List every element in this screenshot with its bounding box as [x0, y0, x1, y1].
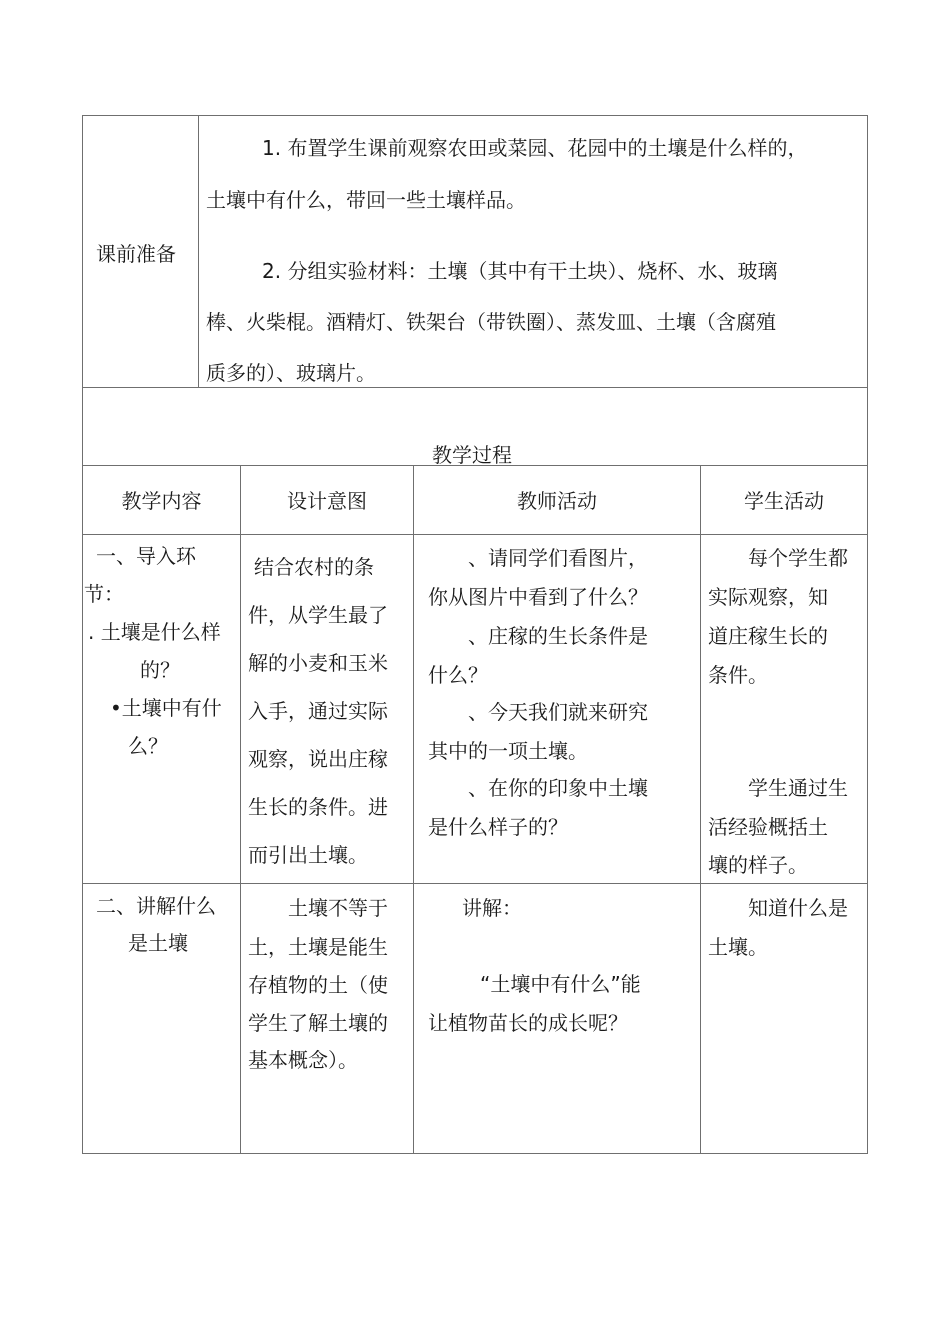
row1-teacher-line: 你从图片中看到了什么？: [428, 585, 648, 609]
process-title: 教学过程: [432, 443, 512, 467]
row2-intent-line: 学生了解土壤的: [248, 1011, 388, 1035]
prep-item-1-line-2: 土壤中有什么，带回一些土壤样品。: [206, 188, 526, 212]
row1-content-line: . 土壤是什么样: [88, 620, 221, 644]
row1-content-line: 么？: [128, 734, 168, 758]
prep-item-2-line-1: 2. 分组实验材料：土壤（其中有干土块）、烧杯、水、玻璃: [262, 259, 778, 283]
row1-content-line: 一、导入环: [96, 544, 196, 568]
row1-teacher-line: 、在你的印象中土壤: [468, 776, 648, 800]
row2-student-line: 土壤。: [708, 935, 768, 959]
row1-intent-line: 结合农村的条: [254, 555, 374, 579]
row1-intent-line: 观察，说出庄稼: [248, 747, 388, 771]
row1-content-line: •土壤中有什: [110, 696, 222, 720]
row2-intent-line: 基本概念）。: [248, 1048, 358, 1072]
row1-student-line: 实际观察，知: [708, 585, 828, 609]
row1-intent-line: 件，从学生最了: [248, 603, 388, 627]
row2-intent-line: 土，土壤是能生: [248, 935, 388, 959]
prep-item-2-line-3: 质多的）、玻璃片。: [206, 361, 376, 385]
row2-intent-line: 存植物的土（使: [248, 973, 388, 997]
row2-teacher-line: 讲解：: [462, 896, 522, 920]
row1-intent-line: 入手，通过实际: [248, 699, 388, 723]
header-student: 学生活动: [744, 489, 824, 513]
row1-intent-line: 生长的条件。进: [248, 795, 388, 819]
row1-teacher-line: 、庄稼的生长条件是: [468, 624, 648, 648]
row2-teacher-line: “土壤中有什么”能: [480, 972, 641, 996]
row2-student-line: 知道什么是: [748, 896, 848, 920]
row2-intent-line: 土壤不等于: [288, 896, 388, 920]
row1-student-line: 活经验概括土: [708, 815, 828, 839]
row1-student-line: 壤的样子。: [708, 853, 808, 877]
header-intent: 设计意图: [287, 489, 367, 513]
row1-teacher-line: 其中的一项土壤。: [428, 739, 588, 763]
header-content: 教学内容: [121, 489, 202, 513]
row2-content-line: 二、讲解什么: [96, 894, 216, 918]
row1-content-line: 的？: [140, 658, 180, 682]
prep-item-2-line-2: 棒、火柴棍。酒精灯、铁架台（带铁圈）、蒸发皿、土壤（含腐殖: [206, 310, 776, 334]
row1-teacher-line: 什么？: [428, 663, 488, 687]
row2-content-line: 是土壤: [128, 931, 188, 955]
row1-content-line: 节：: [84, 582, 124, 606]
row2-teacher-line: 让植物苗长的成长呢？: [428, 1011, 628, 1035]
row1-intent-line: 而引出土壤。: [248, 843, 368, 867]
prep-item-1-line-1: 1. 布置学生课前观察农田或菜园、花园中的土壤是什么样的，: [262, 136, 808, 160]
row1-student-line: 条件。: [708, 663, 768, 687]
prep-label: 课前准备: [96, 242, 176, 266]
row1-student-line: 道庄稼生长的: [708, 624, 828, 648]
row1-intent-line: 解的小麦和玉米: [248, 651, 388, 675]
row1-student-line: 每个学生都: [748, 546, 848, 570]
header-teacher: 教师活动: [517, 489, 597, 513]
row1-student-line: 学生通过生: [748, 776, 848, 800]
row1-teacher-line: 、请同学们看图片，: [468, 546, 648, 570]
row1-teacher-line: 是什么样子的？: [428, 815, 568, 839]
row1-teacher-line: 、今天我们就来研究: [468, 700, 648, 724]
